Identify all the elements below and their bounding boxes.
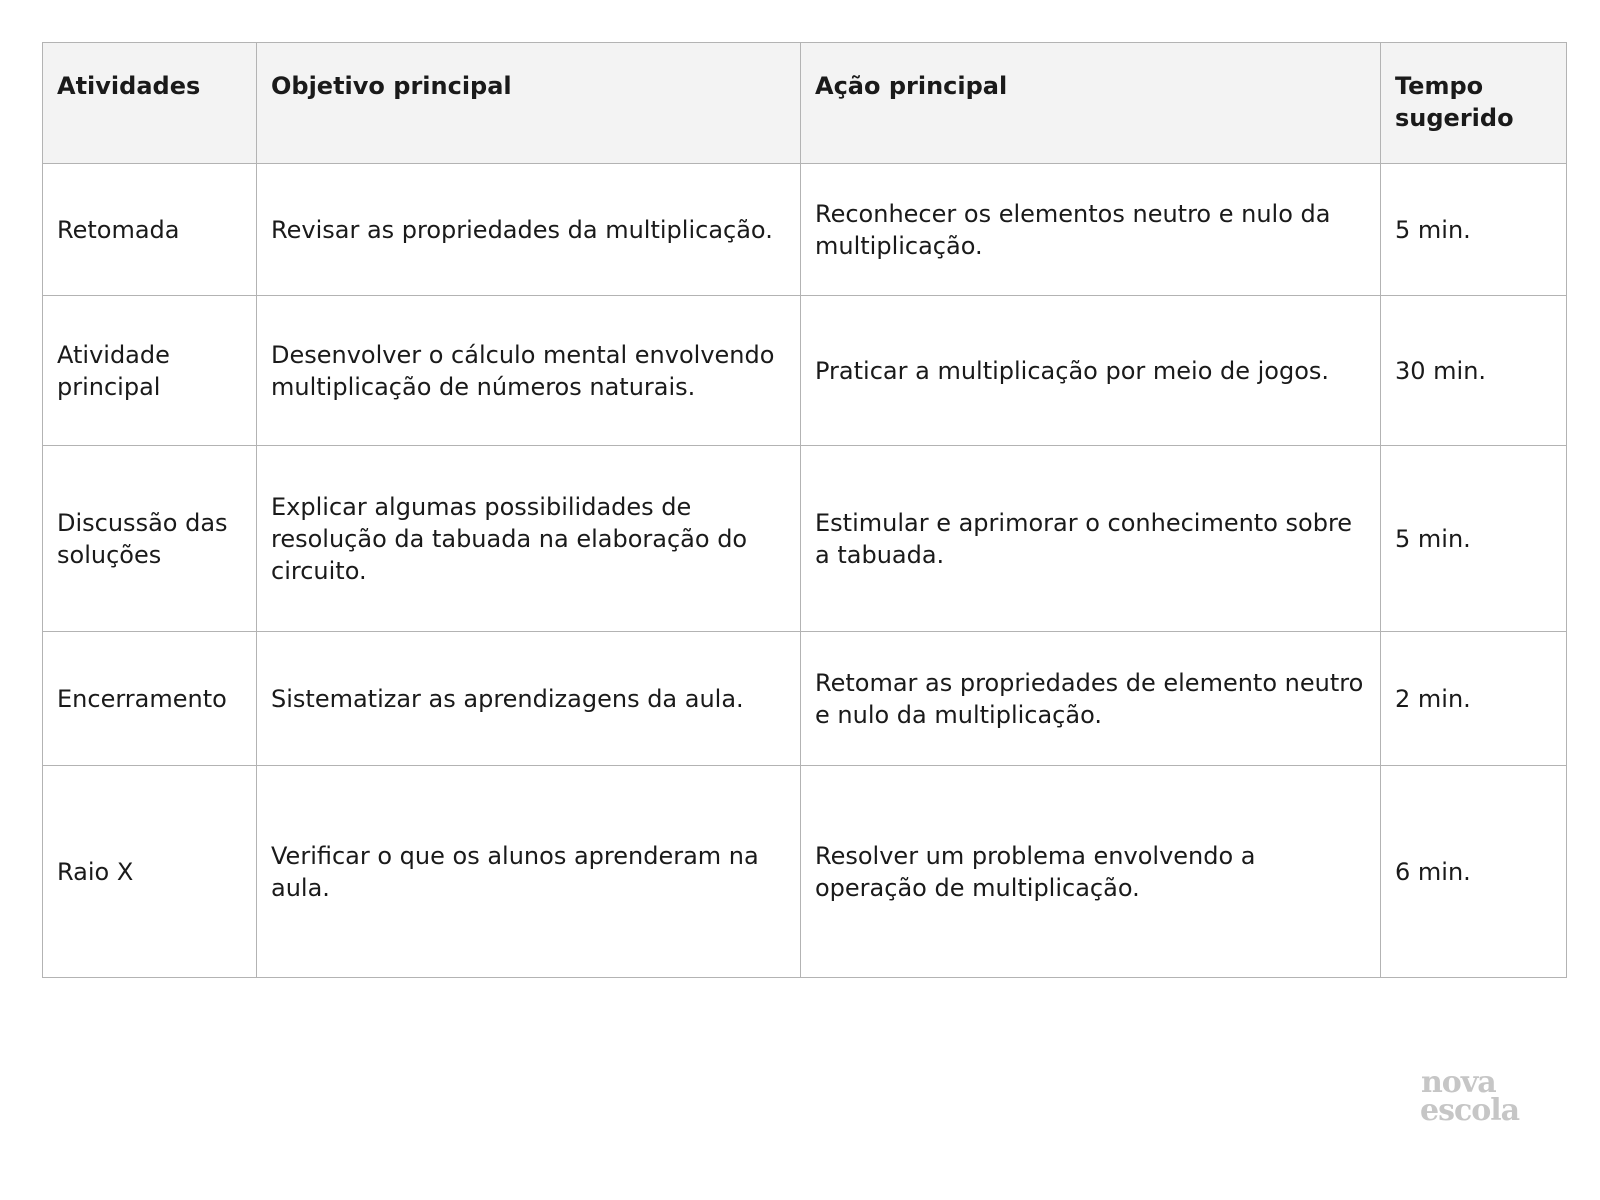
table-row bbox=[43, 164, 1567, 296]
header-atividades: Atividades bbox=[43, 43, 257, 164]
table-header bbox=[43, 43, 1567, 164]
cell-objetivo: Sistematizar as aprendizagens da aula. bbox=[257, 632, 801, 766]
cell-atividade: Retomada bbox=[43, 164, 257, 296]
cell-objetivo: Explicar algumas possibilidades de resolução da tabuada na elaboração do circuito. bbox=[257, 446, 801, 632]
table-row bbox=[43, 766, 1567, 978]
table-body bbox=[43, 164, 1567, 978]
logo-text-escola: escola bbox=[1420, 1093, 1520, 1128]
cell-tempo: 2 min. bbox=[1381, 632, 1567, 766]
cell-acao: Resolver um problema envolvendo a operação de multiplicação. bbox=[801, 766, 1381, 978]
logo-text-nova: nova bbox=[1421, 1065, 1496, 1100]
cell-tempo: 5 min. bbox=[1381, 446, 1567, 632]
header-tempo-sugerido: Tempo sugerido bbox=[1381, 43, 1567, 164]
cell-tempo: 6 min. bbox=[1381, 766, 1567, 978]
cell-acao: Estimular e aprimorar o conhecimento sobre a tabuada. bbox=[801, 446, 1381, 632]
cell-tempo: 30 min. bbox=[1381, 296, 1567, 446]
header-acao-principal: Ação principal bbox=[801, 43, 1381, 164]
cell-atividade: Encerramento bbox=[43, 632, 257, 766]
cell-atividade: Atividade principal bbox=[43, 296, 257, 446]
cell-acao: Retomar as propriedades de elemento neutro e nulo da multiplicação. bbox=[801, 632, 1381, 766]
cell-objetivo: Desenvolver o cálculo mental envolvendo multiplicação de números naturais. bbox=[257, 296, 801, 446]
cell-acao: Praticar a multiplicação por meio de jogos. bbox=[801, 296, 1381, 446]
table-row bbox=[43, 446, 1567, 632]
cell-acao: Reconhecer os elementos neutro e nulo da multiplicação. bbox=[801, 164, 1381, 296]
lesson-plan-table bbox=[42, 42, 1567, 978]
header-row bbox=[43, 43, 1567, 164]
table-row bbox=[43, 632, 1567, 766]
cell-objetivo: Revisar as propriedades da multiplicação. bbox=[257, 164, 801, 296]
cell-atividade: Raio X bbox=[43, 766, 257, 978]
cell-tempo: 5 min. bbox=[1381, 164, 1567, 296]
table-row bbox=[43, 296, 1567, 446]
cell-atividade: Discussão das soluções bbox=[43, 446, 257, 632]
nova-escola-logo bbox=[1420, 1065, 1540, 1128]
header-objetivo-principal: Objetivo principal bbox=[257, 43, 801, 164]
cell-objetivo: Verificar o que os alunos aprenderam na aula. bbox=[257, 766, 801, 978]
